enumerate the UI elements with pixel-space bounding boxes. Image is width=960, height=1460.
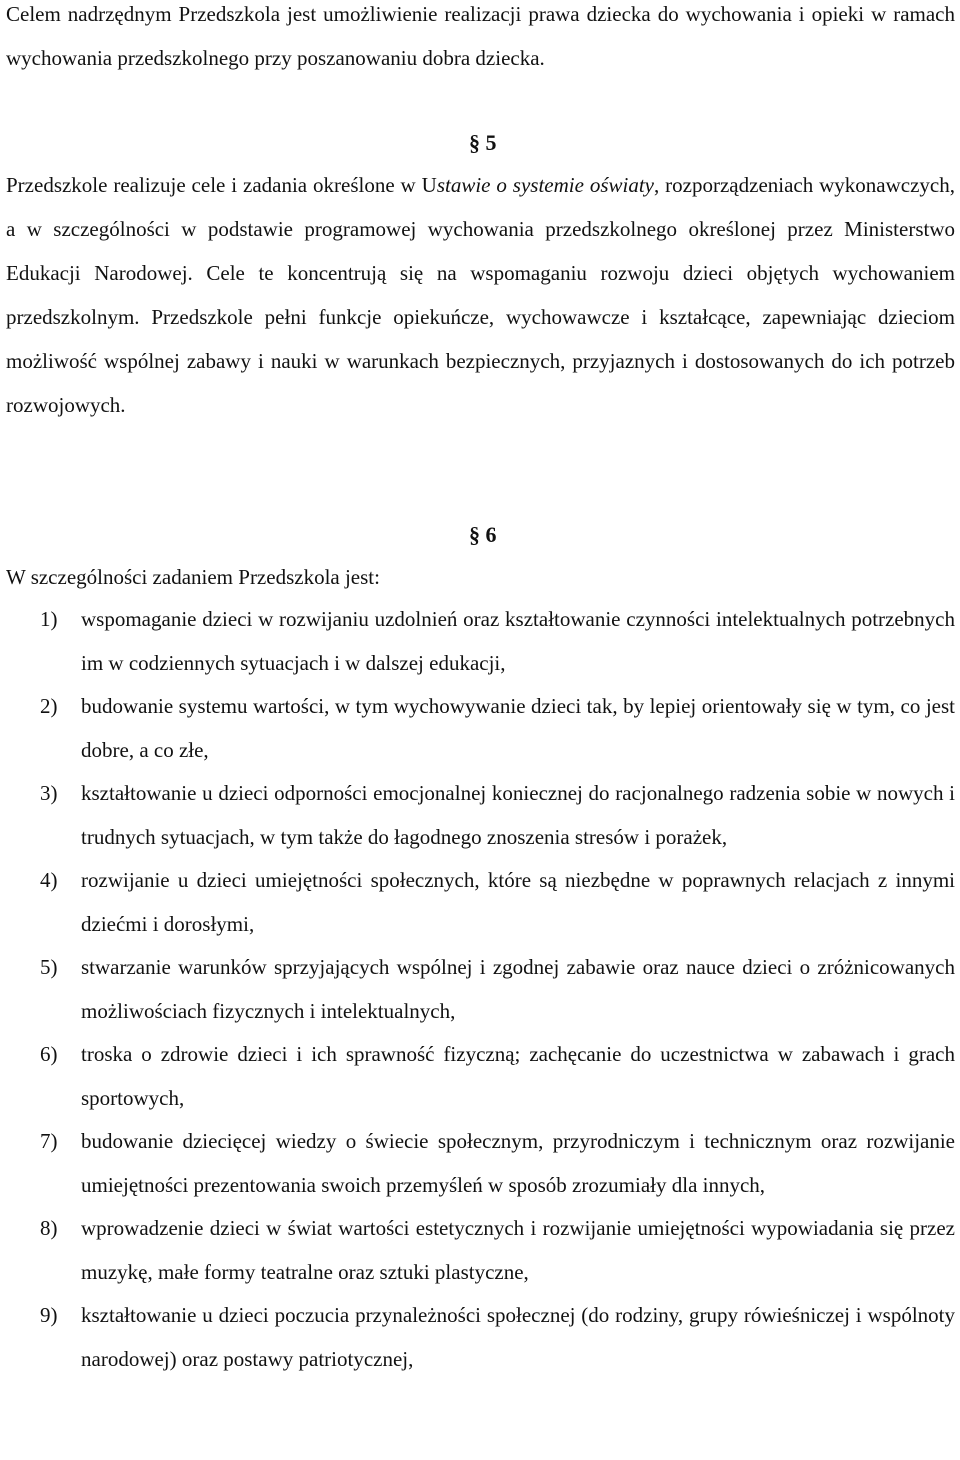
list-item	[6, 1294, 955, 1381]
section-5-act-title: stawie o systemie oświaty	[436, 173, 655, 197]
list-item	[6, 1120, 955, 1207]
intro-paragraph: Celem nadrzędnym Przedszkola jest umożliwienie realizacji prawa dziecka do wychowania i opieki w ramach wychowania przedszkolnego przy poszanowaniu dobra dziecka.	[6, 2, 955, 70]
section-5-paragraph	[6, 163, 955, 427]
section-5-text-before: Przedszkole realizuje cele i zadania określone w U	[6, 173, 437, 197]
list-item-number: 9)	[40, 1303, 58, 1327]
list-item-text: wspomaganie dzieci w rozwijaniu uzdolnień oraz kształtowanie czynności intelektualnych potrzebnych im w codziennych sytuacjach i w dalszej edukacji,	[81, 607, 955, 675]
list-item	[6, 1033, 955, 1120]
list-item-number: 1)	[40, 607, 58, 631]
list-item	[6, 1207, 955, 1294]
list-item-number: 5)	[40, 955, 58, 979]
list-item	[6, 772, 955, 859]
list-item-text: budowanie systemu wartości, w tym wychowywanie dzieci tak, by lepiej orientowały się w tym, co jest dobre, a co złe,	[81, 694, 955, 762]
list-item-text: kształtowanie u dzieci poczucia przynależności społecznej (do rodziny, grupy rówieśniczej i wspólnoty narodowej) oraz postawy patriotycznej,	[81, 1303, 955, 1371]
list-item	[6, 685, 955, 772]
section-6-lead: W szczególności zadaniem Przedszkola jest:	[6, 565, 380, 589]
list-item-text: kształtowanie u dzieci odporności emocjonalnej koniecznej do racjonalnego radzenia sobie w nowych i trudnych sytuacjach, w tym także do łagodnego znoszenia stresów i porażek,	[81, 781, 955, 849]
list-item-number: 8)	[40, 1216, 58, 1240]
list-item-text: budowanie dziecięcej wiedzy o świecie społecznym, przyrodniczym i technicznym oraz rozwijanie umiejętności prezentowania swoich przemyśleń w sposób zrozumiały dla innych,	[81, 1129, 955, 1197]
list-item-number: 2)	[40, 694, 58, 718]
list-item-number: 6)	[40, 1042, 58, 1066]
list-item-text: stwarzanie warunków sprzyjających wspólnej i zgodnej zabawie oraz nauce dzieci o zróżnicowanych możliwościach fizycznych i intelektualnych,	[81, 955, 955, 1023]
list-item-number: 4)	[40, 868, 58, 892]
list-item-text: troska o zdrowie dzieci i ich sprawność fizyczną; zachęcanie do uczestnictwa w zabawach i grach sportowych,	[81, 1042, 955, 1110]
tasks-list	[6, 598, 955, 1381]
list-item-text: wprowadzenie dzieci w świat wartości estetycznych i rozwijanie umiejętności wypowiadania się przez muzykę, małe formy teatralne oraz sztuki plastyczne,	[81, 1216, 955, 1284]
list-item-text: rozwijanie u dzieci umiejętności społecznych, które są niezbędne w poprawnych relacjach z innymi dziećmi i dorosłymi,	[81, 868, 955, 936]
list-item-number: 7)	[40, 1129, 58, 1153]
list-item-number: 3)	[40, 781, 58, 805]
section-5-heading: § 5	[469, 130, 497, 155]
list-item	[6, 598, 955, 685]
section-5-text-after: , rozporządzeniach wykonawczych, a w szczególności w podstawie programowej wychowania przedszkolnego określonej przez Ministerstwo Edukacji Narodowej. Cele te koncentrują się na wspomaganiu rozwoju dzieci objętych wychowaniem przedszkolnym. Przedszkole pełni funkcje opiekuńcze, wychowawcze i kształcące, zapewniając dzieciom możliwość wspólnej zabawy i nauki w warunkach bezpiecznych, przyjaznych i dostosowanych do ich potrzeb rozwojowych.	[6, 173, 956, 417]
section-6-heading: § 6	[469, 522, 497, 547]
list-item	[6, 946, 955, 1033]
list-item	[6, 859, 955, 946]
